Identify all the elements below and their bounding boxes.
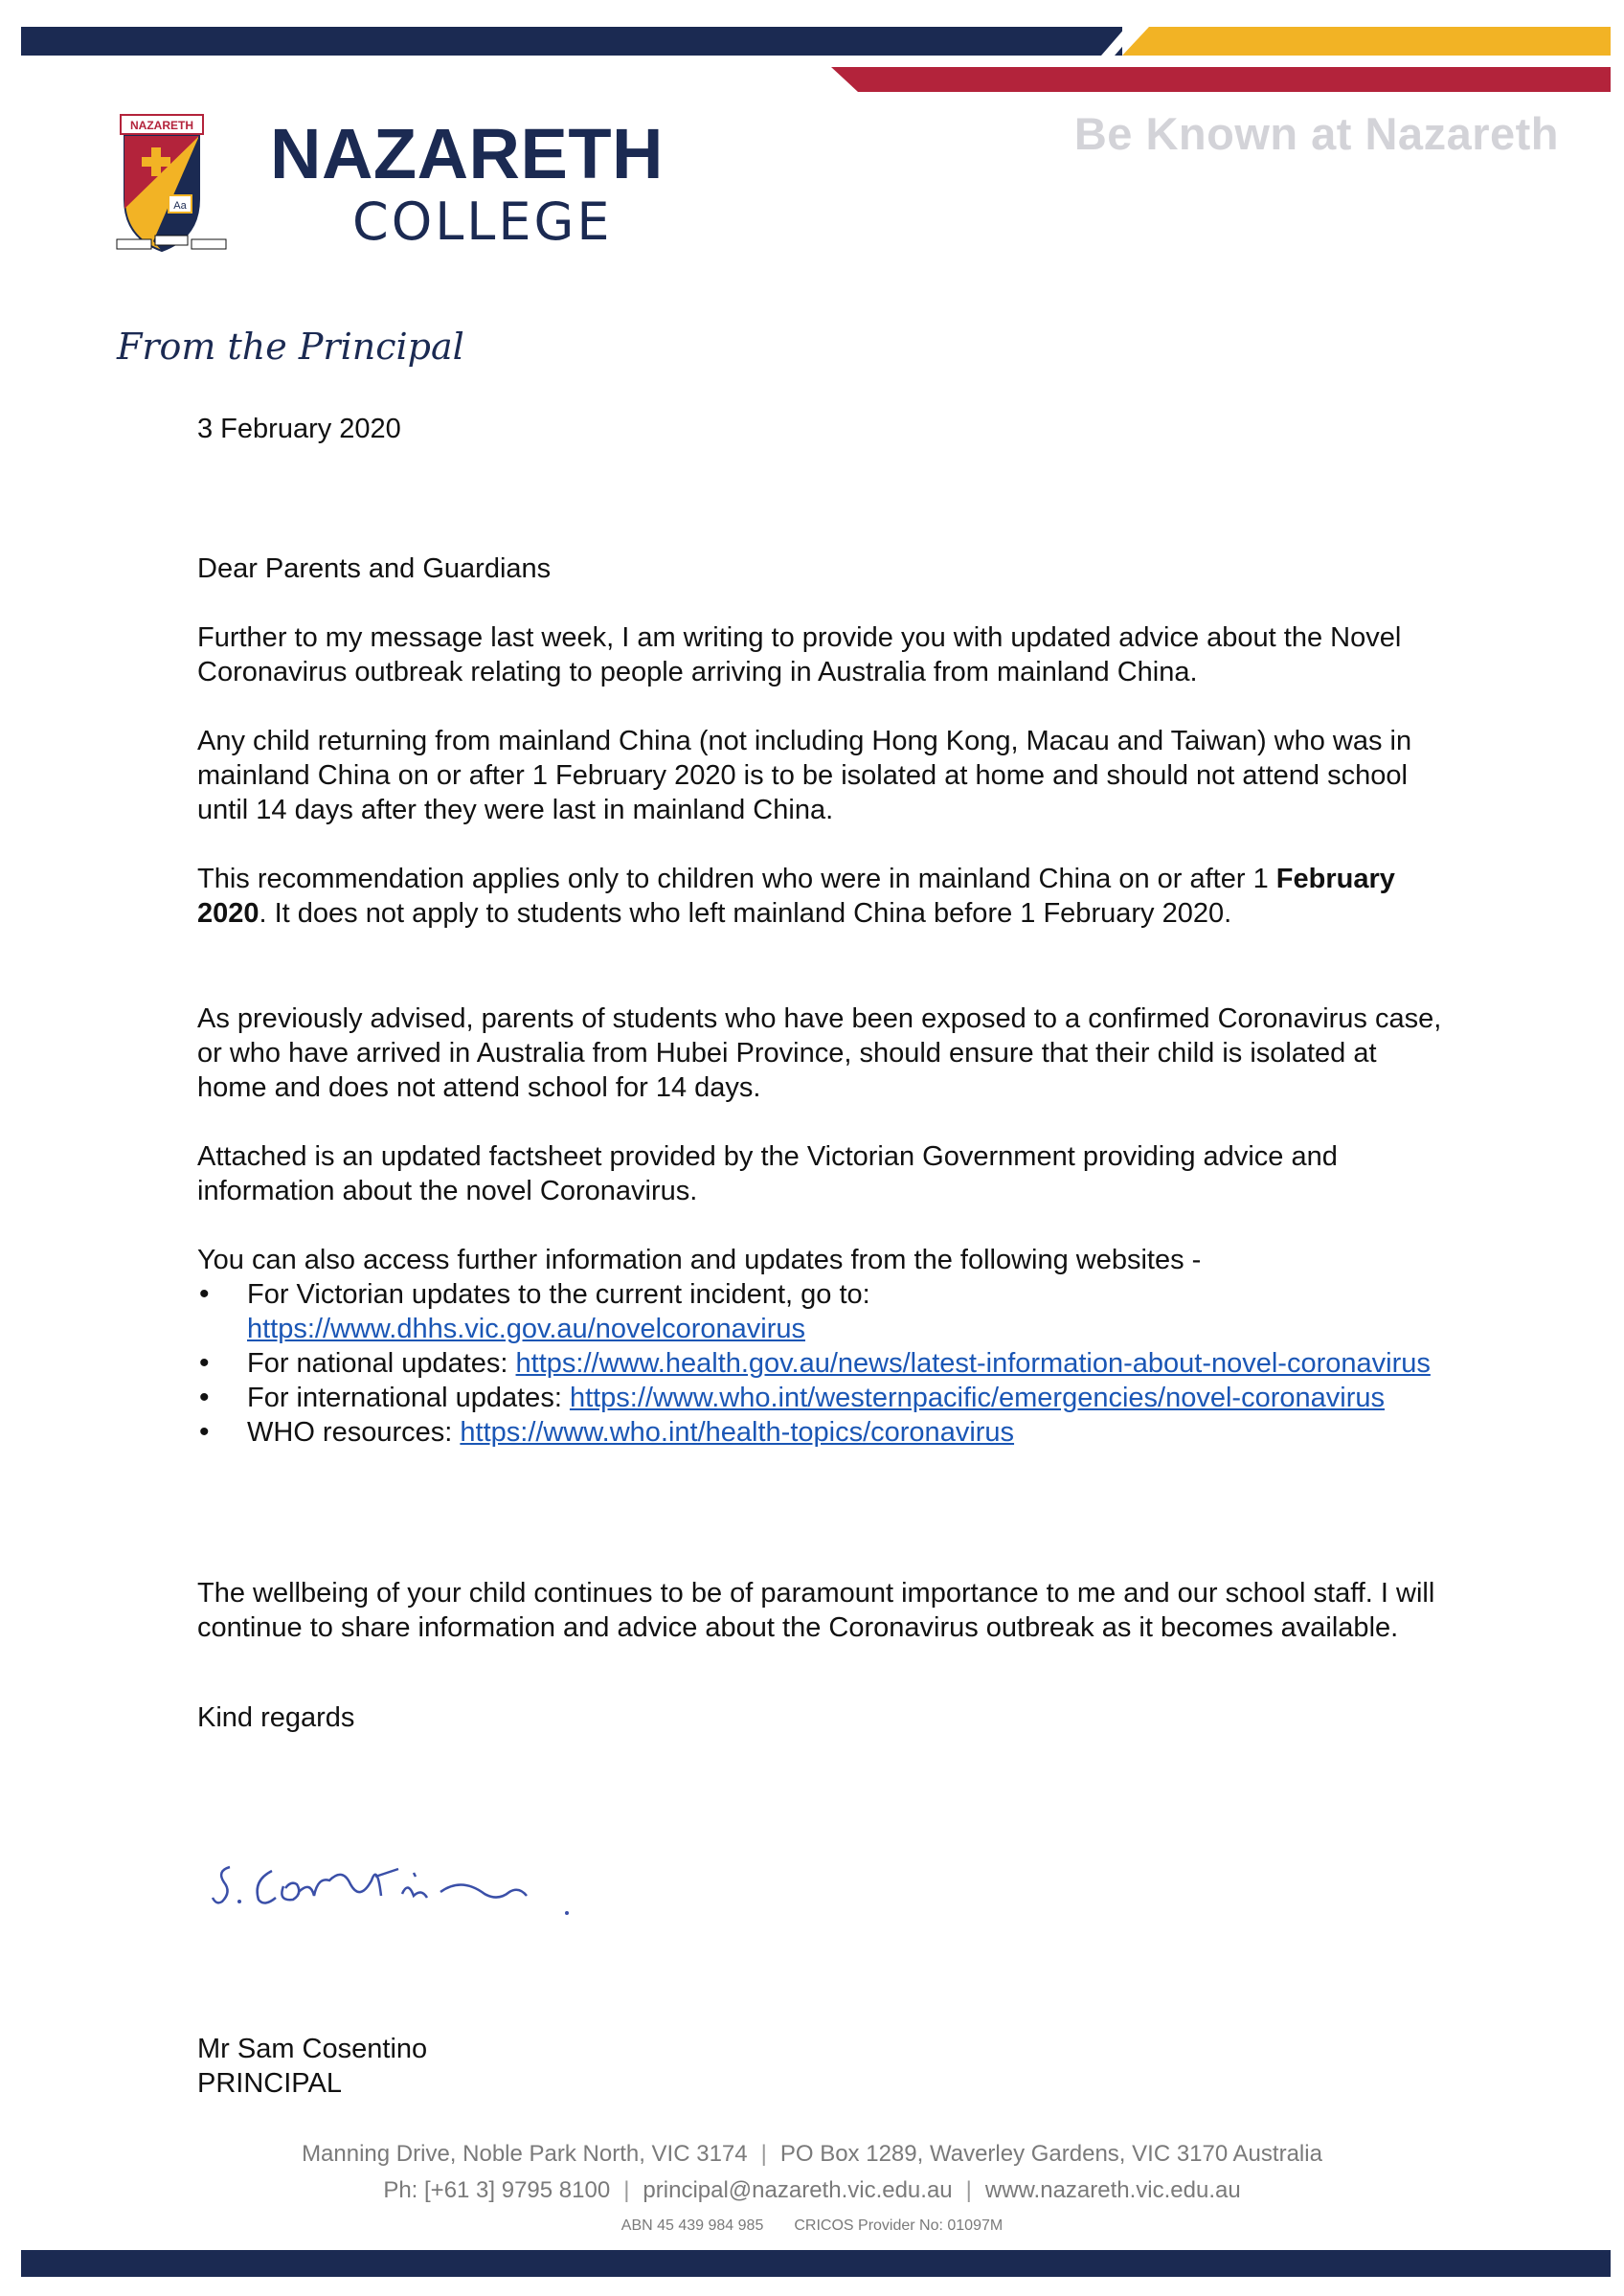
letter-date: 3 February 2020 xyxy=(197,414,401,444)
list-item xyxy=(197,1277,1442,1346)
footer-address: Manning Drive, Noble Park North, VIC 3174 xyxy=(302,2141,748,2167)
footer-email[interactable]: principal@nazareth.vic.edu.au xyxy=(643,2177,953,2203)
paragraph-4: As previously advised, parents of students who have been exposed to a confirmed Coronavirus case, or who have arrived in Australia from Hubei Province, should ensure that their child is isolated at home and does not attend school for 14 days. xyxy=(197,1003,1442,1103)
closing: Kind regards xyxy=(197,1702,355,1733)
letter-heading: From the Principal xyxy=(117,326,464,368)
paragraph-7: The wellbeing of your child continues to be of paramount importance to me and our school staff. I will continue to share information and advice about the Coronavirus outbreak as it becomes available. xyxy=(197,1578,1435,1643)
link-health-gov[interactable]: https://www.health.gov.au/news/latest-information-about-novel-coronavirus xyxy=(515,1348,1431,1379)
paragraph-3-text-b: . It does not apply to students who left mainland China before 1 February 2020. xyxy=(259,898,1232,929)
footer-website[interactable]: www.nazareth.vic.edu.au xyxy=(984,2177,1241,2203)
salutation: Dear Parents and Guardians xyxy=(197,553,552,584)
footer-separator: | xyxy=(965,2177,972,2203)
list-item-label: For national updates: xyxy=(247,1348,508,1379)
signatory-title: PRINCIPAL xyxy=(197,2068,342,2099)
list-item-label: WHO resources: xyxy=(247,1417,453,1448)
link-dhhs[interactable]: https://www.dhhs.vic.gov.au/novelcoronavirus xyxy=(247,1314,805,1344)
header-band-navy xyxy=(21,27,1122,56)
footer-phone: Ph: [+61 3] 9795 8100 xyxy=(383,2177,611,2203)
link-who-health-topics[interactable]: https://www.who.int/health-topics/coronavirus xyxy=(460,1417,1015,1448)
list-item xyxy=(197,1346,1442,1381)
wordmark-college: COLLEGE xyxy=(352,191,613,252)
header-band-red xyxy=(831,67,1611,92)
paragraph-3-text-a: This recommendation applies only to children who were in mainland China on or after 1 xyxy=(197,864,1276,894)
paragraph-5: Attached is an updated factsheet provided by the Victorian Government providing advice and information about the novel Coronavirus. xyxy=(197,1141,1338,1206)
signature-icon xyxy=(211,1838,594,1925)
footer-registration-line xyxy=(0,2217,1624,2235)
paragraph-2: Any child returning from mainland China (not including Hong Kong, Macau and Taiwan) who was in mainland China on or after 1 February 2020 is to be isolated at home and should not attend school until 14 days after they were last in mainland China. xyxy=(197,726,1412,825)
bullet-icon: • xyxy=(199,1416,210,1448)
footer-po-box: PO Box 1289, Waverley Gardens, VIC 3170 Australia xyxy=(779,2141,1322,2167)
list-item xyxy=(197,1381,1442,1415)
college-crest-icon xyxy=(115,113,266,259)
paragraph-6: You can also access further information and updates from the following websites - xyxy=(197,1245,1202,1275)
list-item-label: For Victorian updates to the current incident, go to: xyxy=(247,1279,870,1310)
footer-abn: ABN 45 439 984 985 xyxy=(620,2217,764,2234)
svg-text:Aa: Aa xyxy=(173,200,187,212)
footer-contact-line xyxy=(0,2177,1624,2204)
wordmark-nazareth: NAZARETH xyxy=(270,114,664,193)
footer-address-line xyxy=(0,2141,1624,2168)
header-band-gold xyxy=(1122,27,1611,56)
paragraph-3-bold: February 2020 xyxy=(197,864,1395,929)
footer-band-navy xyxy=(21,2250,1611,2277)
paragraph-1: Further to my message last week, I am writing to provide you with updated advice about the Novel Coronavirus outbreak relating to people arriving in Australia from mainland China. xyxy=(197,622,1402,687)
website-list xyxy=(197,1277,1442,1450)
footer-separator: | xyxy=(623,2177,630,2203)
bullet-icon: • xyxy=(199,1278,210,1310)
list-item xyxy=(197,1415,1442,1450)
bullet-icon: • xyxy=(199,1347,210,1379)
footer-cricos: CRICOS Provider No: 01097M xyxy=(794,2217,1004,2234)
crest-text: NAZARETH xyxy=(130,119,193,132)
list-item-label: For international updates: xyxy=(247,1383,562,1413)
footer-separator: | xyxy=(760,2141,767,2167)
bullet-icon: • xyxy=(199,1382,210,1413)
tagline: Be Known at Nazareth xyxy=(1073,108,1559,159)
signatory-name: Mr Sam Cosentino xyxy=(197,2034,428,2064)
paragraph-3 xyxy=(197,862,1442,931)
link-who-westernpacific[interactable]: https://www.who.int/westernpacific/emergencies/novel-coronavirus xyxy=(569,1383,1385,1413)
